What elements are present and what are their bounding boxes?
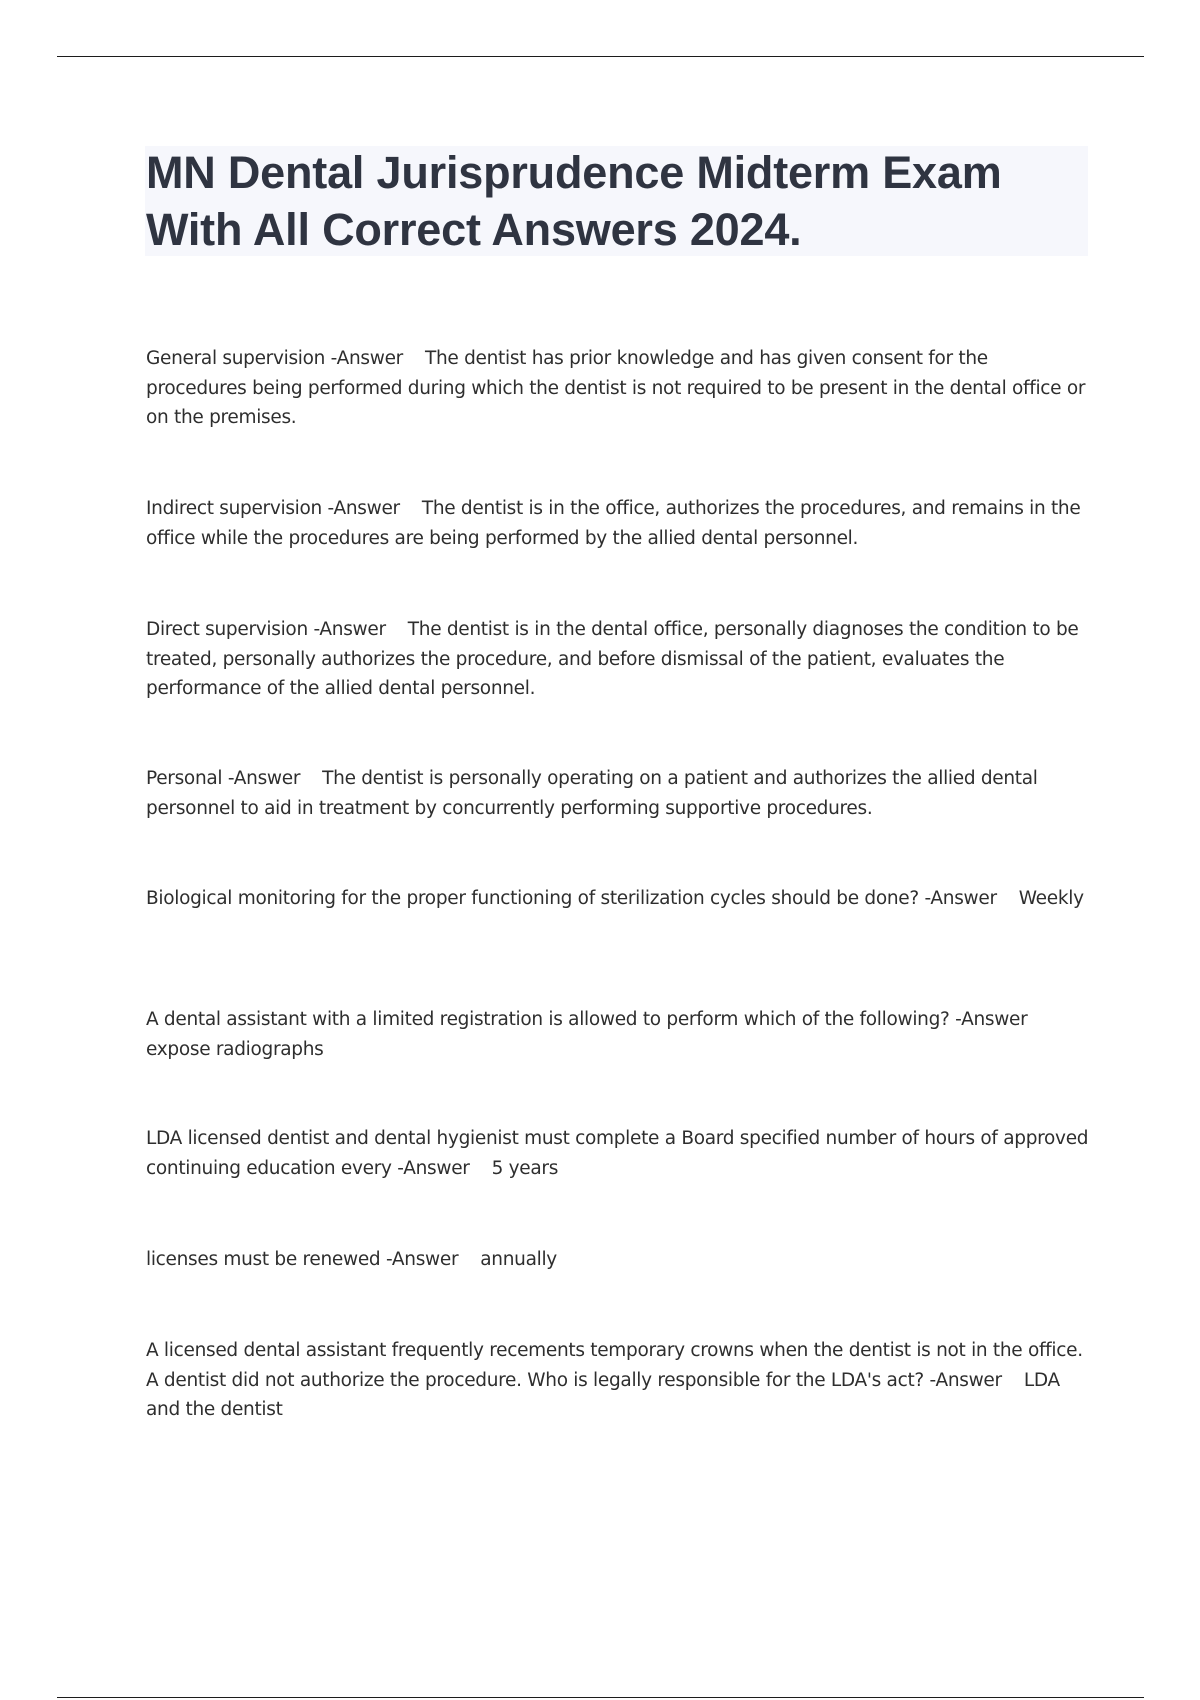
question-text: A dental assistant with a limited registration is allowed to perform which of the following? -Answer <box>146 1009 1028 1030</box>
qa-item <box>146 1336 1091 1425</box>
qa-item <box>146 1245 1091 1275</box>
qa-item <box>146 764 1091 823</box>
question-text: LDA licensed dentist and dental hygienist must complete a Board specified number of hours of approved continuing education every -Answer <box>146 1128 1089 1179</box>
question-text: Indirect supervision -Answer <box>146 498 400 519</box>
question-text: Direct supervision -Answer <box>146 619 386 640</box>
qa-item <box>146 884 1091 914</box>
answer-text: annually <box>480 1249 557 1270</box>
qa-item <box>146 1124 1091 1183</box>
answer-text: expose radiographs <box>146 1038 324 1060</box>
answer-text: Weekly <box>1018 888 1084 909</box>
qa-item <box>146 344 1091 433</box>
document-title: MN Dental Jurisprudence Midterm Exam With All Correct Answers 2024. <box>146 147 1002 255</box>
qa-item <box>146 615 1091 704</box>
question-text: Personal -Answer <box>146 768 301 789</box>
answer-text: The dentist has prior knowledge and has given consent for the procedures being performed during which the dentist is not required to be present in the dental office or on the premises. <box>146 348 1086 429</box>
answer-text: LDA and the dentist <box>146 1369 1060 1421</box>
answer-text: The dentist is in the office, authorizes the procedures, and remains in the office while the procedures are being performed by the allied dental personnel. <box>146 498 1081 549</box>
answer-text: The dentist is personally operating on a patient and authorizes the allied dental personnel to aid in treatment by concurrently performing supportive procedures. <box>146 768 1038 819</box>
top-rule <box>57 56 1144 57</box>
bottom-rule <box>57 1697 1144 1698</box>
question-text: licenses must be renewed -Answer <box>146 1249 459 1270</box>
qa-item <box>146 1005 1091 1064</box>
answer-text: The dentist is in the dental office, personally diagnoses the condition to be treated, personally authorizes the procedure, and before dismissal of the patient, evaluates the performance of the allied dental personnel. <box>146 619 1079 700</box>
question-text: General supervision -Answer <box>146 348 403 369</box>
qa-item <box>146 494 1091 553</box>
answer-text: 5 years <box>491 1157 559 1179</box>
question-text: Biological monitoring for the proper functioning of sterilization cycles should be done? -Answer <box>146 888 997 909</box>
question-text: A licensed dental assistant frequently recements temporary crowns when the dentist is not in the office. A dentist did not authorize the procedure. Who is legally responsible for the LDA's act? -Answer <box>146 1340 1083 1391</box>
